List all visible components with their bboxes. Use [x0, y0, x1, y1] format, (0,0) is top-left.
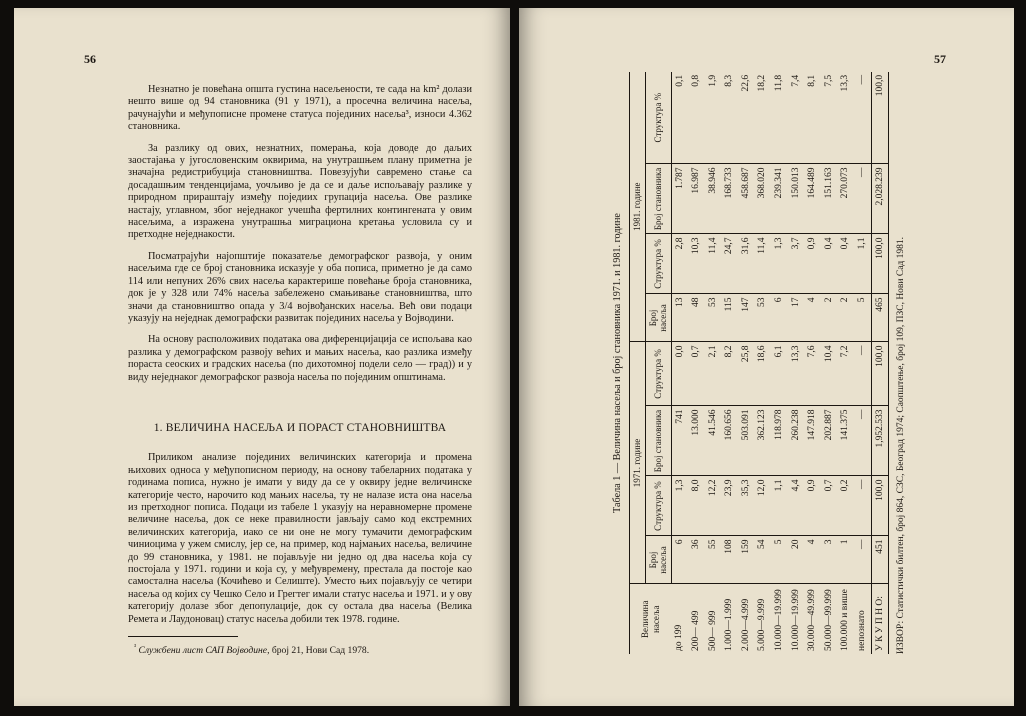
cell-ps81: —: [854, 72, 871, 164]
cell-s81: 1,1: [854, 234, 871, 294]
cell-ps71: 100,0: [871, 342, 889, 406]
cell-ps71: —: [854, 342, 871, 406]
right-page: [519, 8, 1014, 706]
table-body: [671, 72, 889, 654]
footnote-mark: ³: [134, 643, 137, 652]
cell-n71: 4: [804, 536, 821, 584]
footnote: [128, 641, 472, 657]
cell-n71: 1: [837, 536, 854, 584]
cell-size: 10.000—19.999: [790, 589, 801, 651]
cell-ps71: 7,6: [804, 342, 821, 406]
cell-ps81: 7,4: [788, 72, 805, 164]
cell-p81: 368.020: [754, 164, 771, 234]
cell-n71: 36: [688, 536, 705, 584]
cell-ps81: 1,9: [705, 72, 722, 164]
cell-ps81: 0,8: [688, 72, 705, 164]
section-heading: 1. ВЕЛИЧИНА НАСЕЉА И ПОРАСТ СТАНОВНИШТВА: [153, 421, 447, 434]
cell-s81: 31,6: [738, 234, 755, 294]
paragraph-5: Приликом анализе појединих величинских категорија и промена њихових односа у међупописном периоду, на основу табеларних података у годинама пописа, нужно је имати у виду да се у оквиру једне величинске категорије често, нарочито код мањих насеља, ту не налазе иста она насеља из претходног пописа. Подаци из табеле 1 указују на неравномерне промене величине насеља, док се неке правилности јављају само код екстремних величинских категорија, иако се ни оне не могу тумачити демографским чиниоцима у ужем смислу, јер се, на пример, код најмањих насеља, величине до 99 становника, у 1981. не појављује ни једно од два насеља која су постојала у 1971. години и која су, у међувремену, престала да постоје као самостална насеља (Кочићево и Селиште). Уместо њих појављују се четири насеља од којих су Чешко Село и Грегтег имали статус насеља и 1971. и у ову категорију долазе због депопулације, док су остала два насеља (Велика Ремета и Лаудоновац) статус насеља добили тек 1978. године.: [128, 452, 472, 625]
cell-p71: —: [854, 406, 871, 476]
cell-p81: 151.163: [821, 164, 838, 234]
population-table: [629, 72, 889, 654]
cell-size: 30.000—49.999: [807, 589, 818, 651]
cell-p81: 16.987: [688, 164, 705, 234]
cell-n81: 17: [788, 294, 805, 342]
cell-p71: 141.375: [837, 406, 854, 476]
cell-ps81: 100,0: [871, 72, 889, 164]
cell-ps71: 8,2: [721, 342, 738, 406]
cell-p81: 150.013: [788, 164, 805, 234]
paragraph-4: На основу расположивих података ова диференцијација се испољава као разлика у демографском развоју већих и мањих насеља, као разлика између пораста сеоских и градских насеља (по дихотомној подели село — град)) и у виду неједнаког демографског развоја насеља по појединим општинама.: [128, 334, 472, 383]
cell-p71: 260.238: [788, 406, 805, 476]
left-page: [14, 8, 510, 706]
cell-s71: 1,1: [771, 476, 788, 536]
cell-s81: 24,7: [721, 234, 738, 294]
cell-n71: 3: [821, 536, 838, 584]
cell-size: 2.000—4.999: [740, 598, 751, 651]
cell-n81: 4: [804, 294, 821, 342]
cell-s71: 0,9: [804, 476, 821, 536]
cell-size: 200— 499: [691, 610, 702, 651]
cell-n81: 6: [771, 294, 788, 342]
footnote-divider: [128, 636, 238, 637]
header-size-class: Величина насеља: [630, 584, 672, 654]
header-num-settlements: Број насеља: [645, 536, 671, 584]
cell-p81: —: [854, 164, 871, 234]
cell-p71: 41.546: [705, 406, 722, 476]
cell-n81: 48: [688, 294, 705, 342]
cell-p71: 741: [671, 406, 688, 476]
cell-ps81: 18,2: [754, 72, 771, 164]
cell-n81: 115: [721, 294, 738, 342]
cell-n71: 108: [721, 536, 738, 584]
header-num-settlements: Број насеља: [645, 294, 671, 342]
cell-s81: 2,8: [671, 234, 688, 294]
cell-n71: 5: [771, 536, 788, 584]
table-row: [854, 72, 871, 654]
cell-size: до 199: [674, 624, 685, 651]
cell-s71: 23,9: [721, 476, 738, 536]
cell-s71: 0,2: [837, 476, 854, 536]
page-number-right: 57: [934, 52, 946, 66]
cell-ps71: 7,2: [837, 342, 854, 406]
header-structure: Структура %: [645, 342, 671, 406]
cell-n71: —: [854, 536, 871, 584]
cell-p81: 239.341: [771, 164, 788, 234]
cell-ps81: 7,5: [821, 72, 838, 164]
cell-p81: 168.733: [721, 164, 738, 234]
cell-s81: 0,9: [804, 234, 821, 294]
footnote-source: Службени лист САП Војводине,: [138, 645, 270, 657]
cell-n81: 2: [837, 294, 854, 342]
table-row: [821, 72, 838, 654]
cell-p71: 147.918: [804, 406, 821, 476]
table-row: [804, 72, 821, 654]
cell-s71: 1,3: [671, 476, 688, 536]
cell-ps81: 8,1: [804, 72, 821, 164]
cell-n71: 54: [754, 536, 771, 584]
cell-ps71: 0,7: [688, 342, 705, 406]
table-source: ИЗВОР: Статистички билтен, број 864, СЗС, Београд 1974; Саопштење, број 109, ПЗС, Нови Сад 1981.: [896, 236, 907, 654]
cell-s81: 0,4: [837, 234, 854, 294]
cell-s71: 12,0: [754, 476, 771, 536]
header-structure: Структура %: [645, 72, 671, 164]
body-text: [128, 84, 472, 657]
cell-p71: 1,952.533: [871, 406, 889, 476]
table-row: [705, 72, 722, 654]
paragraph-3: Посматрајући најопштије показатеље демографског развоја, у оним насељима где се број становника исказује у оба пописа, приметно је да само 114 или непуних 26% свих насеља карактерише повећање броја становника, док је у 328 или 74% насеља забележено смањивање становништва, што значи да становништво опада у 3/4 војвођанских насеља. Већ ови подаци указују на неједнак демографски развитак појединих насеља у Војводини.: [128, 250, 472, 324]
cell-s81: 3,7: [788, 234, 805, 294]
footnote-rest: број 21, Нови Сад 1978.: [269, 645, 370, 657]
paragraph-2: За разлику од ових, незнатних, померања, која доводе до даљих заостајања у југословенским оквирима, на унутрашњем плану приметна је значајна редистрибуција становништва. Повезујући савремено стање са досадашњим тенденцијама, уочљиво је да се и даље испољавају разлике у природном прираштају између поједиих групација насеља. Ове разлике настају, углавном, због неједнаког учешћа фертилних контингената у овим насељима, а изражена унутрашња миграциона кретања условила су и претходне неједнакости.: [128, 142, 472, 241]
header-population: Број становника: [645, 406, 671, 476]
cell-size: 5.000—9.999: [757, 598, 768, 651]
cell-size: 10.000—19.999: [774, 589, 785, 651]
cell-s71: 4,4: [788, 476, 805, 536]
header-structure: Структура %: [645, 234, 671, 294]
cell-n71: 55: [705, 536, 722, 584]
cell-ps81: 11,8: [771, 72, 788, 164]
cell-s71: —: [854, 476, 871, 536]
cell-ps71: 25,8: [738, 342, 755, 406]
cell-ps71: 10,4: [821, 342, 838, 406]
cell-n81: 13: [671, 294, 688, 342]
cell-p71: 160.656: [721, 406, 738, 476]
rotated-table-block: [611, 72, 967, 654]
table-row: [688, 72, 705, 654]
cell-ps71: 0,0: [671, 342, 688, 406]
cell-s81: 11,4: [705, 234, 722, 294]
cell-s81: 1,3: [771, 234, 788, 294]
cell-ps81: 8,3: [721, 72, 738, 164]
cell-ps71: 6,1: [771, 342, 788, 406]
header-population: Број становника: [645, 164, 671, 234]
table-row: [837, 72, 854, 654]
cell-n81: 53: [754, 294, 771, 342]
table-row: [738, 72, 755, 654]
cell-size: 1.000—1.999: [724, 598, 735, 651]
table-title: Табела 1 — Величина насеља и број становника 1971. и 1981. године: [612, 213, 623, 513]
cell-n81: 147: [738, 294, 755, 342]
header-year-1981: 1981. године: [630, 72, 646, 342]
cell-n81: 53: [705, 294, 722, 342]
cell-ps71: 13,3: [788, 342, 805, 406]
page-number-left: 56: [84, 52, 96, 66]
cell-n71: 20: [788, 536, 805, 584]
header-structure: Структура %: [645, 476, 671, 536]
cell-n81: 2: [821, 294, 838, 342]
table-row: [788, 72, 805, 654]
cell-size: 100.000 и више: [840, 589, 851, 651]
cell-n81: 5: [854, 294, 871, 342]
cell-ps71: 2,1: [705, 342, 722, 406]
cell-n81: 465: [871, 294, 889, 342]
cell-n71: 6: [671, 536, 688, 584]
cell-p81: 1.787: [671, 164, 688, 234]
cell-s81: 100,0: [871, 234, 889, 294]
cell-p81: 164.489: [804, 164, 821, 234]
cell-ps81: 0,1: [671, 72, 688, 164]
cell-s71: 100,0: [871, 476, 889, 536]
table-row: [671, 72, 688, 654]
cell-p81: 2,028.239: [871, 164, 889, 234]
cell-p71: 118.978: [771, 406, 788, 476]
cell-ps71: 18,6: [754, 342, 771, 406]
header-year-1971: 1971. године: [630, 342, 646, 584]
cell-p71: 13.000: [688, 406, 705, 476]
cell-s71: 0,7: [821, 476, 838, 536]
cell-p71: 202.887: [821, 406, 838, 476]
cell-ps81: 13,3: [837, 72, 854, 164]
cell-s71: 35,3: [738, 476, 755, 536]
cell-size: У К У П Н О:: [871, 584, 889, 654]
cell-s71: 12,2: [705, 476, 722, 536]
cell-size: непознато: [857, 610, 868, 651]
cell-p81: 458.687: [738, 164, 755, 234]
cell-s81: 11,4: [754, 234, 771, 294]
cell-s71: 8,0: [688, 476, 705, 536]
cell-s81: 0,4: [821, 234, 838, 294]
cell-p81: 270.073: [837, 164, 854, 234]
cell-s81: 10,3: [688, 234, 705, 294]
cell-p71: 503.091: [738, 406, 755, 476]
cell-ps81: 22,6: [738, 72, 755, 164]
cell-size: 500— 999: [707, 610, 718, 651]
cell-p81: 38.946: [705, 164, 722, 234]
cell-n71: 159: [738, 536, 755, 584]
cell-n71: 451: [871, 536, 889, 584]
cell-size: 50.000—99.999: [823, 589, 834, 651]
table-total-row: [871, 72, 889, 654]
table-row: [754, 72, 771, 654]
cell-p71: 362.123: [754, 406, 771, 476]
table-row: [721, 72, 738, 654]
table-row: [771, 72, 788, 654]
paragraph-1: Незнатно је повећана општа густина насељености, те сада на km² долази нешто више од 94 становника (91 у 1971), а просечна величина насеља, рачунајући и међупописне промене статуса појединих насеља³, износи 4.362 становника.: [128, 84, 472, 133]
